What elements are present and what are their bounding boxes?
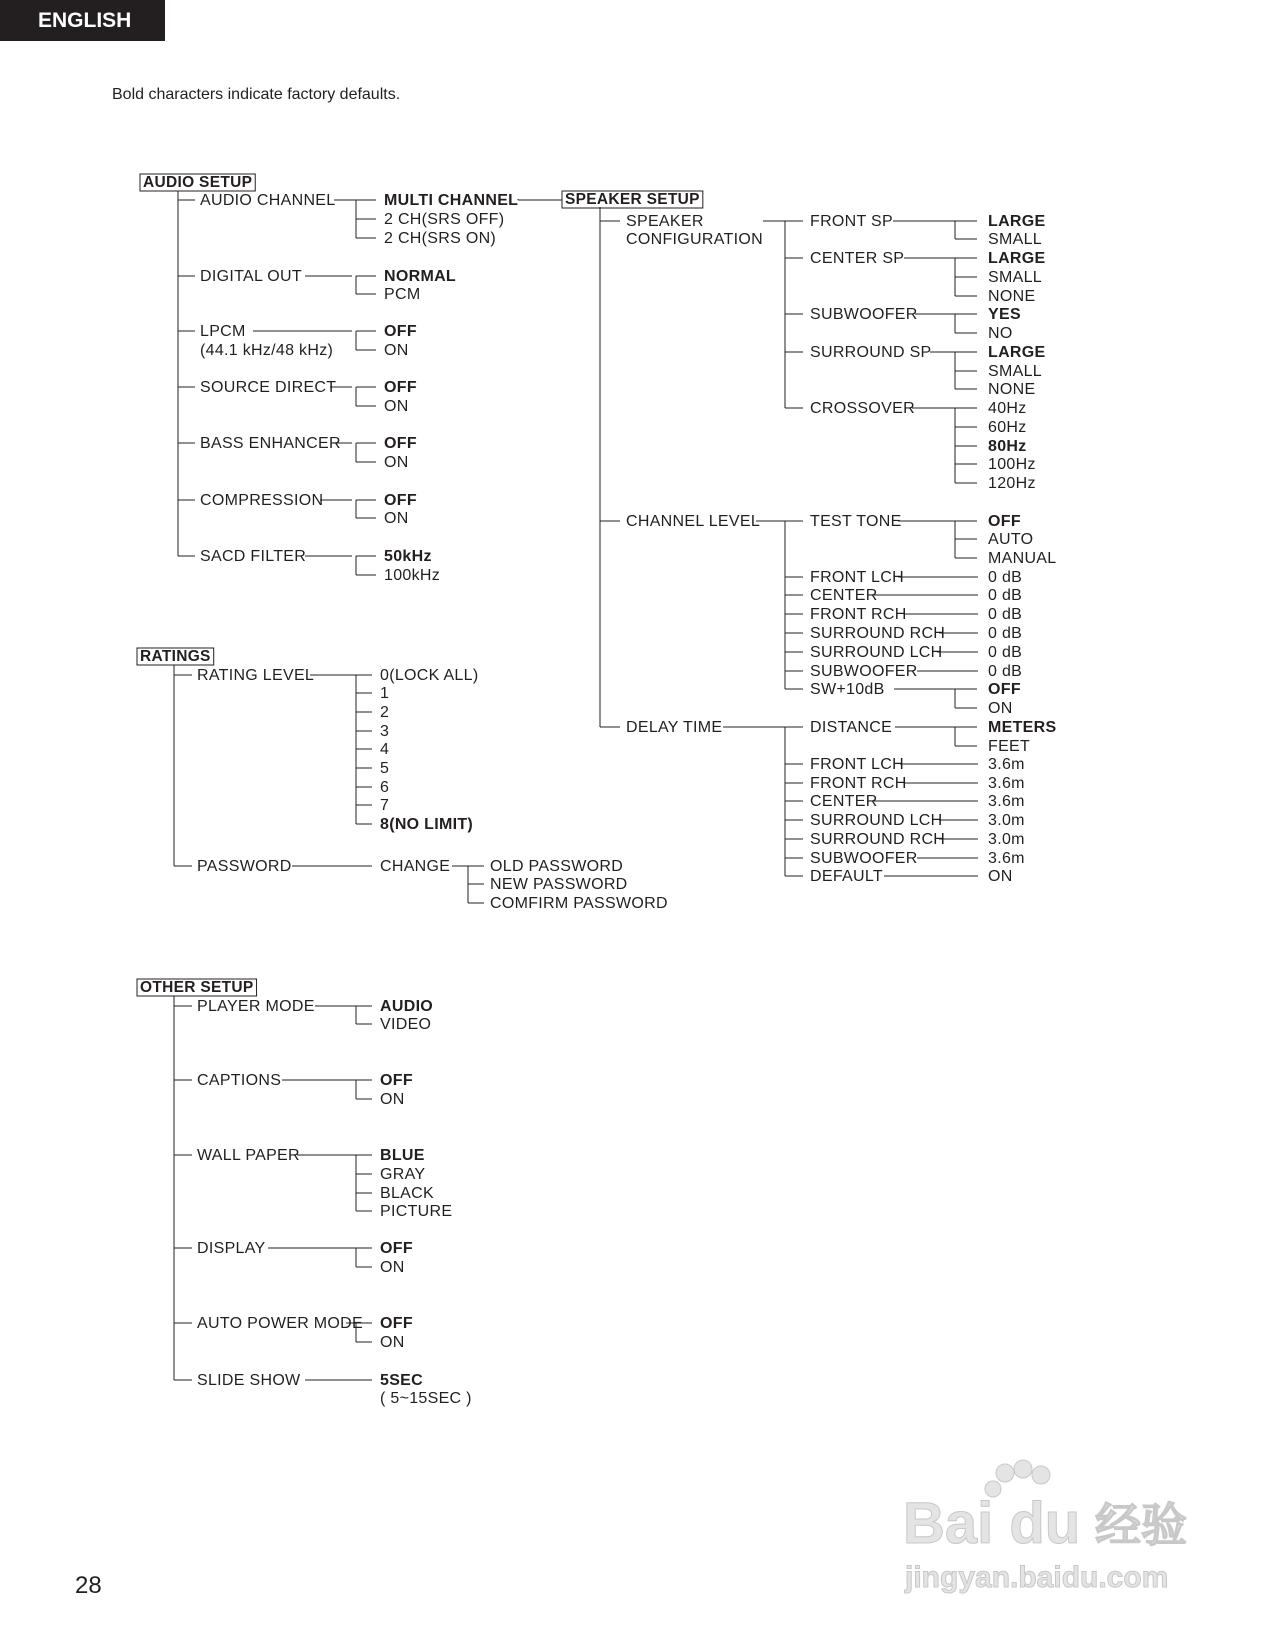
- menu-item: 5: [380, 760, 390, 777]
- menu-item: BASS ENHANCER: [200, 435, 341, 452]
- menu-item: 4: [380, 741, 390, 758]
- menu-item: 3: [380, 723, 390, 740]
- menu-item: SACD FILTER: [200, 548, 307, 565]
- menu-item: 2 CH(SRS ON): [384, 230, 497, 247]
- menu-item: SURROUND LCH: [810, 644, 943, 661]
- menu-item: CROSSOVER: [810, 400, 915, 417]
- menu-item: DISPLAY: [197, 1240, 266, 1257]
- menu-item: SMALL: [988, 231, 1042, 248]
- menu-item: MANUAL: [988, 550, 1057, 567]
- menu-item: CENTER: [810, 587, 878, 604]
- menu-item: SLIDE SHOW: [197, 1372, 301, 1389]
- menu-item: DEFAULT: [810, 868, 883, 885]
- default-option: BLUE: [380, 1147, 425, 1164]
- menu-item: CENTER SP: [810, 250, 905, 267]
- menu-item: NO: [988, 325, 1013, 342]
- menu-item: SURROUND LCH: [810, 812, 943, 829]
- watermark-suffix: 经验: [1095, 1499, 1187, 1551]
- menu-item: CAPTIONS: [197, 1072, 282, 1089]
- menu-item: ON: [384, 454, 409, 471]
- page-number: 28: [75, 1572, 102, 1599]
- menu-item: DIGITAL OUT: [200, 268, 302, 285]
- menu-item: SW+10dB: [810, 681, 885, 698]
- watermark-url: jingyan.baidu.com: [905, 1561, 1169, 1594]
- menu-item: 7: [380, 797, 390, 814]
- menu-item: 3.0m: [988, 831, 1025, 848]
- menu-item: 0 dB: [988, 663, 1023, 680]
- default-option: OFF: [988, 513, 1021, 530]
- default-option: YES: [988, 306, 1021, 323]
- menu-item: SUBWOOFER: [810, 306, 918, 323]
- menu-item: DISTANCE: [810, 719, 893, 736]
- default-option: 5SEC: [380, 1372, 423, 1389]
- menu-item: FRONT LCH: [810, 569, 904, 586]
- menu-item: 0 dB: [988, 569, 1023, 586]
- default-option: 50kHz: [384, 548, 432, 565]
- menu-item: AUTO POWER MODE: [197, 1315, 363, 1332]
- menu-item: ON: [380, 1259, 405, 1276]
- menu-item: DELAY TIME: [626, 719, 723, 736]
- menu-item: 6: [380, 779, 390, 796]
- menu-item: TEST TONE: [810, 513, 902, 530]
- default-option: OFF: [988, 681, 1021, 698]
- menu-item: AUTO: [988, 531, 1034, 548]
- menu-item: CHANNEL LEVEL: [626, 513, 761, 530]
- menu-item: 40Hz: [988, 400, 1027, 417]
- menu-item: FRONT RCH: [810, 775, 907, 792]
- default-option: 80Hz: [988, 438, 1027, 455]
- menu-item: PICTURE: [380, 1203, 453, 1220]
- menu-item: 0 dB: [988, 606, 1023, 623]
- menu-item: ON: [384, 510, 409, 527]
- menu-item: NONE: [988, 381, 1036, 398]
- menu-item: FRONT LCH: [810, 756, 904, 773]
- menu-item: NONE: [988, 288, 1036, 305]
- menu-item: BLACK: [380, 1185, 434, 1202]
- menu-item: SPEAKER: [626, 213, 704, 230]
- menu-item: ON: [380, 1091, 405, 1108]
- menu-item: 0(LOCK ALL): [380, 667, 479, 684]
- menu-item: WALL PAPER: [197, 1147, 300, 1164]
- default-option: OFF: [380, 1240, 413, 1257]
- default-option: METERS: [988, 719, 1057, 736]
- menu-item: 0 dB: [988, 587, 1023, 604]
- menu-item: LPCM: [200, 323, 246, 340]
- menu-item: 1: [380, 685, 390, 702]
- menu-item: FRONT RCH: [810, 606, 907, 623]
- menu-item: ( 5~15SEC ): [380, 1390, 472, 1407]
- menu-item: PLAYER MODE: [197, 998, 315, 1015]
- menu-item: CENTER: [810, 793, 878, 810]
- menu-item: SMALL: [988, 363, 1042, 380]
- menu-item: 0 dB: [988, 644, 1023, 661]
- menu-item: CHANGE: [380, 858, 451, 875]
- menu-item: RATING LEVEL: [197, 667, 315, 684]
- default-option: OFF: [384, 323, 417, 340]
- menu-item: 2: [380, 704, 390, 721]
- language-tab: ENGLISH: [0, 0, 165, 41]
- section-header: AUDIO SETUP: [143, 174, 253, 191]
- menu-item: ON: [380, 1334, 405, 1351]
- default-option: OFF: [380, 1315, 413, 1332]
- menu-item: GRAY: [380, 1166, 426, 1183]
- menu-item: CONFIGURATION: [626, 231, 763, 248]
- default-option: MULTI CHANNEL: [384, 192, 519, 209]
- defaults-note: Bold characters indicate factory defaults.: [112, 86, 401, 103]
- default-option: AUDIO: [380, 998, 434, 1015]
- menu-item: (44.1 kHz/48 kHz): [200, 342, 334, 359]
- menu-item: 60Hz: [988, 419, 1027, 436]
- menu-item: VIDEO: [380, 1016, 432, 1033]
- default-option: 8(NO LIMIT): [380, 816, 474, 833]
- default-option: LARGE: [988, 213, 1046, 230]
- menu-item: SUBWOOFER: [810, 850, 918, 867]
- tree-labels: [137, 174, 1057, 1407]
- default-option: OFF: [384, 492, 417, 509]
- menu-item: PCM: [384, 286, 421, 303]
- menu-item: AUDIO CHANNEL: [200, 192, 336, 209]
- default-option: OFF: [380, 1072, 413, 1089]
- menu-item: ON: [988, 700, 1013, 717]
- watermark-logo: [895, 1455, 1195, 1605]
- menu-item: 3.6m: [988, 850, 1025, 867]
- menu-item: 120Hz: [988, 475, 1036, 492]
- menu-item: SURROUND RCH: [810, 625, 946, 642]
- section-header: SPEAKER SETUP: [565, 191, 700, 208]
- default-option: OFF: [384, 435, 417, 452]
- default-option: NORMAL: [384, 268, 457, 285]
- watermark-brand: Bai du: [903, 1491, 1081, 1556]
- menu-item: OLD PASSWORD: [490, 858, 624, 875]
- menu-item: SMALL: [988, 269, 1042, 286]
- section-header: RATINGS: [140, 648, 211, 665]
- menu-item: ON: [384, 398, 409, 415]
- menu-item: 3.6m: [988, 793, 1025, 810]
- menu-item: ON: [988, 868, 1013, 885]
- menu-item: SOURCE DIRECT: [200, 379, 337, 396]
- menu-item: 2 CH(SRS OFF): [384, 211, 505, 228]
- menu-item: COMFIRM PASSWORD: [490, 895, 668, 912]
- menu-item: 3.6m: [988, 775, 1025, 792]
- default-option: LARGE: [988, 344, 1046, 361]
- section-header: OTHER SETUP: [140, 979, 254, 996]
- menu-item: FRONT SP: [810, 213, 894, 230]
- menu-item: FEET: [988, 738, 1031, 755]
- default-option: OFF: [384, 379, 417, 396]
- menu-item: 0 dB: [988, 625, 1023, 642]
- menu-item: SURROUND SP: [810, 344, 932, 361]
- menu-item: SURROUND RCH: [810, 831, 946, 848]
- menu-item: ON: [384, 342, 409, 359]
- menu-item: 3.0m: [988, 812, 1025, 829]
- default-option: LARGE: [988, 250, 1046, 267]
- menu-item: 100Hz: [988, 456, 1036, 473]
- menu-item: SUBWOOFER: [810, 663, 918, 680]
- menu-item: 100kHz: [384, 567, 441, 584]
- menu-item: COMPRESSION: [200, 492, 324, 509]
- menu-item: NEW PASSWORD: [490, 876, 628, 893]
- menu-item: 3.6m: [988, 756, 1025, 773]
- menu-item: PASSWORD: [197, 858, 292, 875]
